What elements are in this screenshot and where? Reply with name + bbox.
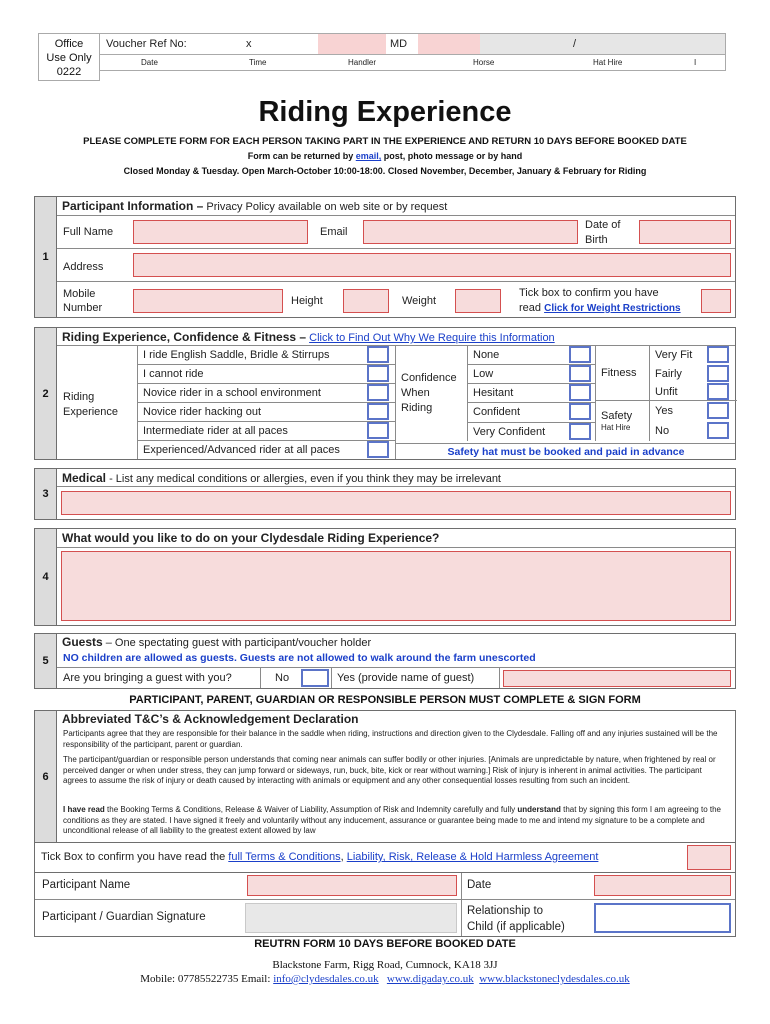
address-input[interactable] <box>133 253 731 277</box>
safety-hat-label: Safety Hat Hire <box>601 410 633 432</box>
declaration-p1: Participants agree that they are responsible for their balance in the saddle when riding, instructions and direction given to the Clydesdale. Falling off and any injuries sustained will be the responsibility of the participant, parent or guardian. <box>63 729 718 749</box>
footer-contact: Mobile: 07785522735 Email: info@clydesdales.co.uk www.digaday.co.uk www.blackstoneclydesdales.co.uk <box>140 973 630 985</box>
full-name-label: Full Name <box>63 226 114 238</box>
full-name-input[interactable] <box>133 220 308 244</box>
slash-mark: / <box>573 38 577 50</box>
weight-restrictions-link[interactable]: Click for Weight Restrictions <box>544 303 681 314</box>
date-col: Date <box>141 58 158 67</box>
safety-option-label: Yes <box>655 405 673 417</box>
confidence-option-label: Low <box>473 368 494 380</box>
terms-tick-label: Tick Box to confirm you have read the full Terms & Conditions, Liability, Risk, Release & Hold Harmless Agreement <box>41 851 599 863</box>
footer-address: Blackstone Farm, Rigg Road, Cumnock, KA18 3JJ <box>272 959 498 971</box>
riding-option-checkbox[interactable] <box>367 384 389 401</box>
weight-confirm-checkbox[interactable] <box>701 289 731 313</box>
section-heading: Guests – One spectating guest with participant/voucher holder <box>62 635 372 649</box>
riding-option-checkbox[interactable] <box>367 403 389 420</box>
confidence-option-label: None <box>473 349 500 361</box>
office-use-label: Office Use Only 0222 <box>38 33 100 81</box>
declaration-p3: I have read the Booking Terms & Conditions, Release & Waiver of Liability, Assumption of Risk and Indemnity carefully and fully understand that by signing this form I am agreeing to the conditions as they are stated. I have signed it freely and voluntarily without any inducement, assurance or guarantee being made to me and intend my signature to be a complete and unconditional release of all liability to the greatest extent allowed by law <box>63 805 721 835</box>
guest-no-label: No <box>275 672 290 684</box>
participant-name-label: Participant Name <box>42 879 131 891</box>
email-input[interactable] <box>363 220 578 244</box>
section-number: 6 <box>35 711 57 842</box>
safety-option-checkbox[interactable] <box>707 402 729 419</box>
safety-hat-note: Safety hat must be booked and paid in advance <box>447 446 685 458</box>
section-number: 4 <box>35 529 57 625</box>
participant-name-input[interactable] <box>247 875 457 896</box>
section-number: 2 <box>35 328 57 459</box>
fitness-option-checkbox[interactable] <box>707 346 729 363</box>
confidence-option-checkbox[interactable] <box>569 365 591 382</box>
riding-option-checkbox[interactable] <box>367 365 389 382</box>
riding-option-checkbox[interactable] <box>367 422 389 439</box>
must-sign-note: PARTICIPANT, PARENT, GUARDIAN OR RESPONSIBLE PERSON MUST COMPLETE & SIGN FORM <box>129 694 641 706</box>
date-label: Date <box>467 879 492 891</box>
section-riding-wishes <box>34 528 736 626</box>
declaration-p2: The participant/guardian or responsible person understands that coming near animals can suffer bodily or other injuries. [Animals are unpredictable by nature, when frightened by real or perceived danger or when under stress, they can jump forward or sideways, run, buck, bite, kick or rear without warning.] Risk of injury is inherent in animal activities. The participant agrees to assume the risk of injury or death caused by interacting with animals or equipment and any other consequential losses resulting from such an incident. <box>63 755 716 785</box>
sign-block <box>34 873 736 937</box>
voucher-ref-label: Voucher Ref No: <box>106 38 187 50</box>
riding-option-label: Intermediate rider at all paces <box>143 425 288 437</box>
confidence-option-checkbox[interactable] <box>569 384 591 401</box>
section-heading: Riding Experience, Confidence & Fitness – Click to Find Out Why We Require this Information <box>62 330 555 344</box>
riding-option-label: I ride English Saddle, Bridle & Stirrups <box>143 349 330 361</box>
guest-name-input[interactable] <box>503 670 731 687</box>
i-col: I <box>694 58 697 67</box>
fitness-option-label: Fairly <box>655 368 682 380</box>
md-field[interactable] <box>418 34 480 54</box>
riding-option-label: I cannot ride <box>143 368 204 380</box>
section-declaration <box>34 710 736 843</box>
fitness-label: Fitness <box>601 367 637 379</box>
instructions-line3: Closed Monday & Tuesday. Open March-October 10:00-18:00. Closed November, December, January & February for Riding <box>123 166 647 176</box>
instructions-line1: PLEASE COMPLETE FORM FOR EACH PERSON TAKING PART IN THE EXPERIENCE AND RETURN 10 DAYS BEFORE BOOKED DATE <box>83 136 687 147</box>
section-heading: Abbreviated T&C’s & Acknowledgement Declaration <box>62 712 359 726</box>
signature-field[interactable] <box>245 903 457 933</box>
confidence-option-checkbox[interactable] <box>569 403 591 420</box>
signature-label: Participant / Guardian Signature <box>42 911 206 923</box>
full-terms-link[interactable]: full Terms & Conditions <box>228 851 341 863</box>
guest-no-checkbox[interactable] <box>301 669 329 687</box>
section-participant-info <box>34 196 736 318</box>
return-note: REUTRN FORM 10 DAYS BEFORE BOOKED DATE <box>254 938 516 950</box>
height-input[interactable] <box>343 289 389 313</box>
md-label: MD <box>390 38 408 50</box>
dob-label: Date of Birth <box>585 219 621 246</box>
section-number: 1 <box>35 197 57 317</box>
terms-tick-row <box>34 843 736 873</box>
mobile-input[interactable] <box>133 289 283 313</box>
weight-tick-label: Tick box to confirm you have read Click for Weight Restrictions <box>519 287 681 314</box>
safety-option-label: No <box>655 425 670 437</box>
height-label: Height <box>291 295 323 307</box>
riding-option-label: Novice rider hacking out <box>143 406 262 418</box>
riding-wishes-input[interactable] <box>61 551 731 621</box>
liability-agreement-link[interactable]: Liability, Risk, Release & Hold Harmless Agreement <box>346 851 599 863</box>
confidence-label: Confidence When Riding <box>401 372 457 414</box>
email-link[interactable]: email, <box>355 151 382 161</box>
section-riding-experience <box>34 327 736 460</box>
terms-confirm-checkbox[interactable] <box>687 845 731 870</box>
handler-col: Handler <box>348 58 377 67</box>
fitness-option-label: Very Fit <box>655 349 693 361</box>
fitness-option-checkbox[interactable] <box>707 383 729 400</box>
confidence-option-checkbox[interactable] <box>569 346 591 363</box>
section-heading: Participant Information – Privacy Policy available on web site or by request <box>62 199 448 213</box>
section-number: 5 <box>35 634 57 688</box>
email-label: Email <box>320 226 348 238</box>
guest-question: Are you bringing a guest with you? <box>63 672 232 684</box>
weight-input[interactable] <box>455 289 501 313</box>
address-label: Address <box>63 261 104 273</box>
office-use-bar <box>38 33 726 81</box>
digaday-link[interactable]: www.digaday.co.uk <box>386 973 474 985</box>
mobile-label: Mobile Number <box>63 288 103 314</box>
confidence-option-label: Confident <box>473 406 521 418</box>
blackstone-link[interactable]: www.blackstoneclydesdales.co.uk <box>479 973 630 985</box>
riding-option-checkbox[interactable] <box>367 441 389 458</box>
instructions-line2: Form can be returned by email, post, photo message or by hand <box>247 151 523 161</box>
time-col: Time <box>249 58 267 67</box>
safety-option-checkbox[interactable] <box>707 422 729 439</box>
horse-ref-field[interactable] <box>480 34 725 54</box>
section-medical <box>34 468 736 520</box>
riding-option-checkbox[interactable] <box>367 346 389 363</box>
relationship-label: Relationship to Child (if applicable) <box>467 905 565 933</box>
confidence-option-label: Hesitant <box>473 387 514 399</box>
riding-option-label: Novice rider in a school environment <box>143 387 321 399</box>
guest-warning: NO children are allowed as guests. Guests are not allowed to walk around the farm unescorted <box>63 652 536 664</box>
page-title: Riding Experience <box>258 96 512 128</box>
footer-email-link[interactable]: info@clydesdales.co.uk <box>273 973 379 985</box>
hat-hire-col: Hat Hire <box>593 58 623 67</box>
riding-experience-label: Riding Experience <box>63 391 119 418</box>
x-mark: x <box>246 38 252 50</box>
guest-yes-label: Yes (provide name of guest) <box>337 672 475 684</box>
medical-input[interactable] <box>61 491 731 515</box>
voucher-ref-field[interactable] <box>318 34 386 54</box>
why-info-link[interactable]: Click to Find Out Why We Require this Information <box>309 332 555 344</box>
fitness-option-label: Unfit <box>655 386 678 398</box>
riding-option-label: Experienced/Advanced rider at all paces <box>143 444 340 456</box>
relationship-input[interactable] <box>594 903 731 933</box>
weight-label: Weight <box>402 295 437 307</box>
confidence-option-label: Very Confident <box>473 426 546 438</box>
dob-input[interactable] <box>639 220 731 244</box>
section-heading: What would you like to do on your Clydesdale Riding Experience? <box>62 531 440 545</box>
section-number: 3 <box>35 469 57 519</box>
section-guests <box>34 633 736 689</box>
sign-date-input[interactable] <box>594 875 731 896</box>
confidence-option-checkbox[interactable] <box>569 423 591 440</box>
horse-col: Horse <box>473 58 495 67</box>
section-heading: Medical - List any medical conditions or allergies, even if you think they may be irrelevant <box>62 471 501 485</box>
fitness-option-checkbox[interactable] <box>707 365 729 382</box>
